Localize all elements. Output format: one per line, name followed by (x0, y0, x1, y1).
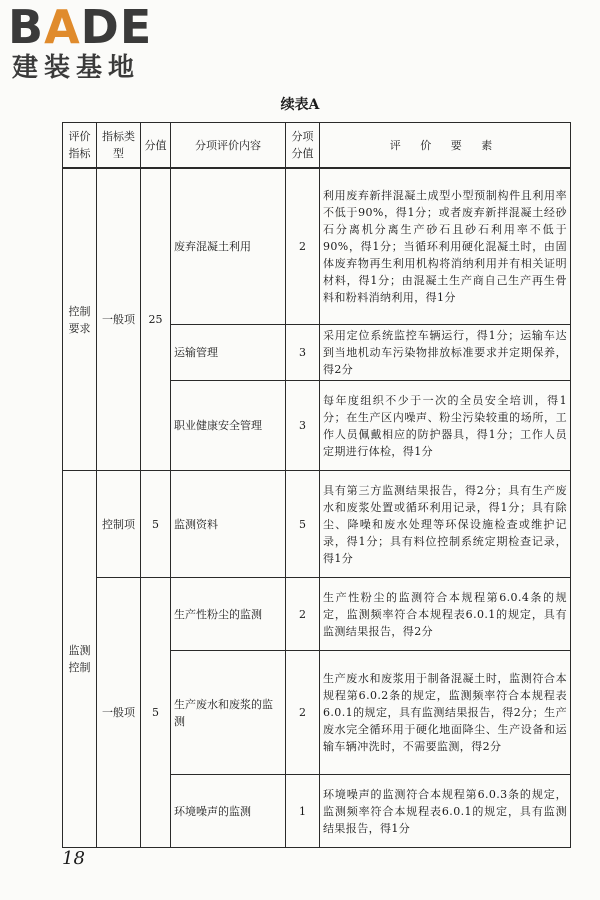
header-sub-score: 分项分值 (286, 123, 320, 169)
header-type: 指标类型 (97, 123, 141, 169)
logo (8, 2, 178, 84)
requirement-cell: 具有第三方监测结果报告，得2分；具有生产废水和废浆处置或循环利用记录，得1分；具有除尘、降噪和废水处理等环保设施检查或维护记录，得1分；具有料位控制系统定期检查记录，得1分 (320, 471, 571, 578)
score-cell: 5 (141, 471, 171, 578)
requirement-cell: 生产废水和废浆用于制备混凝土时，监测符合本规程第6.0.2条的规定，监测频率符合本规程表6.0.1的规定，具有监测结果报告，得2分；生产废水完全循环用于硬化地面降尘、生产设备和运输车辆冲洗时，不需要监测，得2分 (320, 651, 571, 775)
header-indicator: 评价指标 (63, 123, 97, 169)
evaluation-table (62, 122, 571, 848)
header-score: 分值 (141, 123, 171, 169)
header-item: 分项评价内容 (171, 123, 286, 169)
requirement-cell: 采用定位系统监控车辆运行，得1分；运输车达到当地机动车污染物排放标准要求并定期保养，得2分 (320, 325, 571, 381)
item-cell: 生产废水和废浆的监测 (171, 651, 286, 775)
type-cell: 控制项 (97, 471, 141, 578)
type-cell: 一般项 (97, 168, 141, 471)
logo-subtitle: 建装基地 (12, 53, 141, 83)
table-header-row (63, 123, 571, 169)
item-cell: 废弃混凝土利用 (171, 168, 286, 325)
table-row (63, 578, 571, 651)
score-cell: 25 (141, 168, 171, 471)
indicator-cell: 监测控制 (63, 471, 97, 848)
sub-score-cell: 3 (286, 381, 320, 471)
sub-score-cell: 2 (286, 651, 320, 775)
logo-wordmark: BADE (8, 0, 153, 54)
page-number: 18 (62, 848, 85, 869)
item-cell: 监测资料 (171, 471, 286, 578)
item-cell: 生产性粉尘的监测 (171, 578, 286, 651)
sub-score-cell: 3 (286, 325, 320, 381)
table-row (63, 168, 571, 325)
item-cell: 运输管理 (171, 325, 286, 381)
table-row (63, 471, 571, 578)
requirement-cell: 利用废弃新拌混凝土成型小型预制构件且利用率不低于90%，得1分；或者废弃新拌混凝土经砂石分离机分离生产砂石且砂石利用率不低于90%，得1分；当循环利用硬化混凝土时，由固体废弃物再生利用机构将消纳利用并有相关证明材料，得1分；由混凝土生产商自己生产再生骨料和粉料消纳利用，得1分 (320, 168, 571, 325)
item-cell: 职业健康安全管理 (171, 381, 286, 471)
requirement-cell: 环境噪声的监测符合本规程第6.0.3条的规定，监测频率符合本规程表6.0.1的规定，具有监测结果报告，得1分 (320, 775, 571, 848)
sub-score-cell: 2 (286, 578, 320, 651)
sub-score-cell: 2 (286, 168, 320, 325)
table-caption: 续表A (280, 97, 320, 113)
requirement-cell: 每年度组织不少于一次的全员安全培训，得1分；在生产区内噪声、粉尘污染较重的场所，工作人员佩戴相应的防护器具，得1分；工作人员定期进行体检，得1分 (320, 381, 571, 471)
sub-score-cell: 1 (286, 775, 320, 848)
type-cell: 一般项 (97, 578, 141, 848)
sub-score-cell: 5 (286, 471, 320, 578)
score-cell: 5 (141, 578, 171, 848)
header-requirement: 评 价 要 素 (320, 123, 571, 169)
indicator-cell: 控制要求 (63, 168, 97, 471)
requirement-cell: 生产性粉尘的监测符合本规程第6.0.4条的规定，监测频率符合本规程表6.0.1的规定，具有监测结果报告，得2分 (320, 578, 571, 651)
item-cell: 环境噪声的监测 (171, 775, 286, 848)
